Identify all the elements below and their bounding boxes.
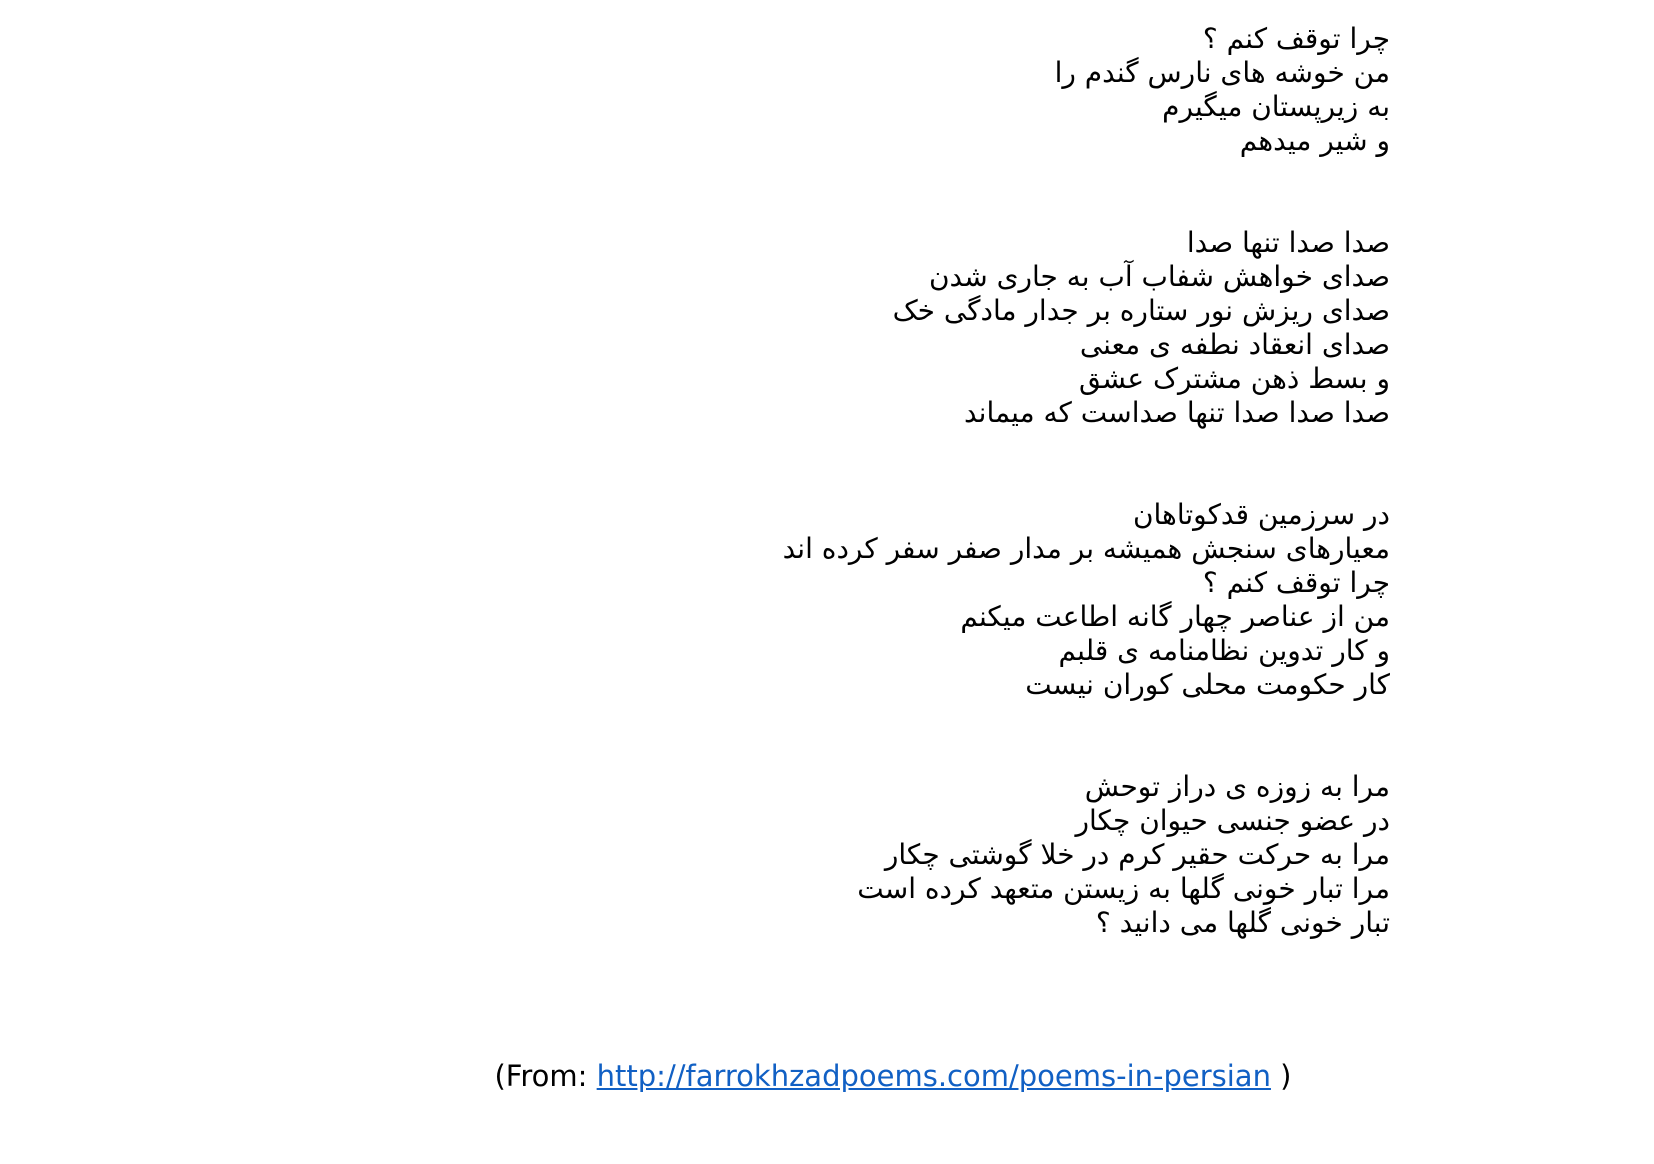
poem-stanza bbox=[100, 22, 1390, 158]
attribution-suffix: ) bbox=[1270, 1059, 1292, 1093]
poem-line: و بسط ذهن مشترک عشق bbox=[1079, 362, 1390, 395]
poem-line: مرا به حرکت حقیر کرم در خلا گوشتی چکار bbox=[884, 838, 1390, 871]
poem-line: چرا توقف کنم ؟ bbox=[1202, 566, 1390, 599]
poem-line: صدای خواهش شفاب آب به جاری شدن bbox=[928, 260, 1390, 293]
poem-line: به زیرپستان میگیرم bbox=[1162, 90, 1390, 123]
poem-line: معیارهای سنجش همیشه بر مدار صفر سفر کرده اند bbox=[782, 532, 1390, 565]
poem-line: صدا صدا تنها صدا bbox=[1186, 226, 1390, 259]
poem-line: مرا تبار خونی گلها به زیستن متعهد کرده است bbox=[857, 872, 1390, 905]
poem-line: صدا صدا صدا تنها صداست که میماند bbox=[963, 396, 1390, 429]
poem-line: صدای ریزش نور ستاره بر جدار مادگی خک bbox=[892, 294, 1390, 327]
attribution-link[interactable]: http://farrokhzadpoems.com/poems-in-persian bbox=[596, 1059, 1271, 1093]
poem-stanza bbox=[100, 226, 1390, 430]
poem bbox=[100, 22, 1390, 940]
poem-line: صدای انعقاد نطفه ی معنی bbox=[1079, 328, 1390, 361]
attribution bbox=[0, 1058, 1654, 1094]
poem-line: من از عناصر چهار گانه اطاعت میکنم bbox=[960, 600, 1390, 633]
poem-line: و شیر میدهم bbox=[1239, 124, 1390, 157]
attribution-prefix: (From: bbox=[494, 1059, 597, 1093]
poem-line: و کار تدوین نظامنامه ی قلبم bbox=[1058, 634, 1390, 667]
poem-line: چرا توقف کنم ؟ bbox=[1202, 22, 1390, 55]
poem-line: در سرزمین قدکوتاهان bbox=[1132, 498, 1390, 531]
poem-stanza bbox=[100, 770, 1390, 940]
poem-line: کار حکومت محلی کوران نیست bbox=[1025, 668, 1390, 701]
poem-line: تبار خونی گلها می دانید ؟ bbox=[1095, 906, 1390, 939]
poem-stanza bbox=[100, 498, 1390, 702]
attribution-line bbox=[494, 1059, 1291, 1093]
poem-line: در عضو جنسی حیوان چکار bbox=[1075, 804, 1390, 837]
poem-line: مرا به زوزه ی دراز توحش bbox=[1084, 770, 1390, 803]
poem-line: من خوشه های نارس گندم را bbox=[1054, 56, 1390, 89]
